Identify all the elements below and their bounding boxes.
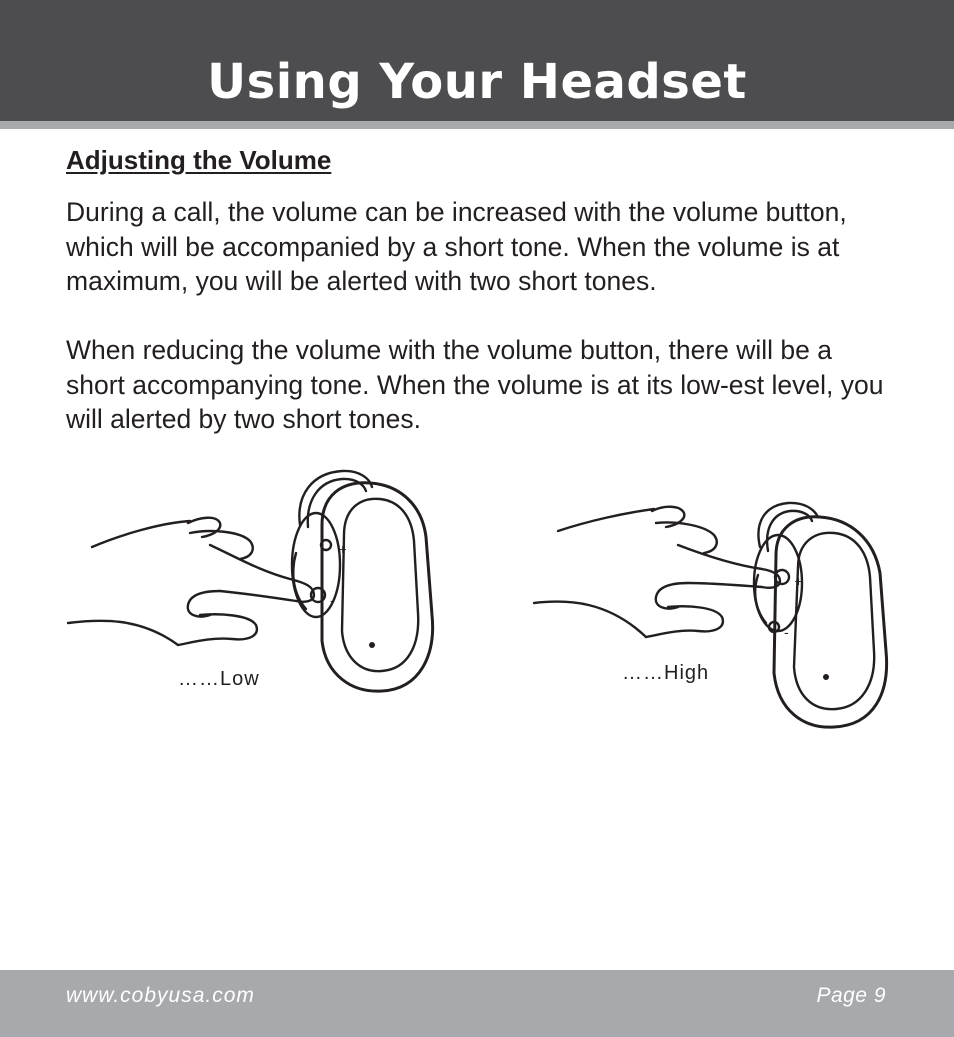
paragraph-volume-up: During a call, the volume can be increased with the volume button, which will be accompanied by a short tone. When the volume is at maximum, you will be alerted with two short tones. xyxy=(66,197,847,296)
minus-mark: - xyxy=(330,594,335,609)
plus-mark: + xyxy=(338,543,348,556)
headset-volume-up-illustration xyxy=(528,465,898,735)
caption-high: ……High xyxy=(622,662,710,684)
ear-hook-shape xyxy=(293,471,372,609)
paragraph-volume-down: When reducing the volume with the volume button, there will be a short accompanying tone. When the volume is at its low-est level, you will alerted by two short tones. xyxy=(66,335,884,434)
page-number: Page 9 xyxy=(816,984,886,1007)
header-rule xyxy=(0,121,954,129)
plus-mark: + xyxy=(794,575,804,588)
hand-shape xyxy=(68,518,314,645)
footer-url: www.cobyusa.com xyxy=(66,984,255,1007)
section-heading: Adjusting the Volume xyxy=(66,145,332,175)
hand-shape xyxy=(534,507,780,637)
page-title: Using Your Headset xyxy=(207,54,747,110)
headset-volume-down-illustration xyxy=(60,465,440,700)
minus-mark: - xyxy=(784,626,789,641)
ear-hook-shape xyxy=(755,503,818,623)
caption-low: ……Low xyxy=(178,668,260,690)
